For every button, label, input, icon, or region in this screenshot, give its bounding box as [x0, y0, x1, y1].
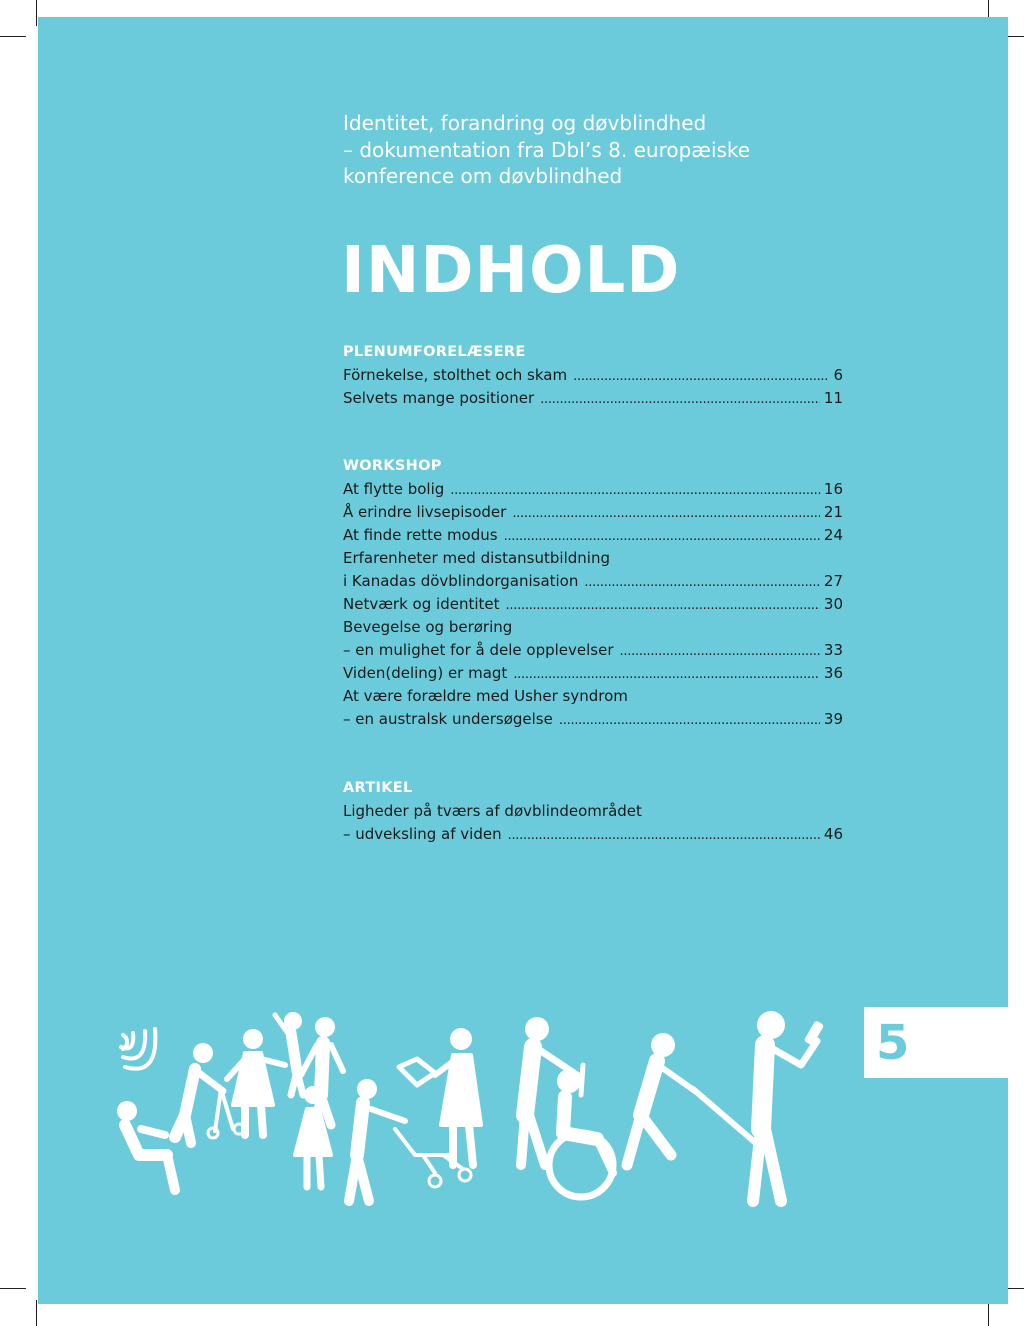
leader-dots	[573, 364, 829, 387]
person-with-walker-icon	[175, 1043, 244, 1143]
toc-entry-page: 6	[833, 366, 843, 384]
toc-entry-page: 46	[823, 825, 843, 843]
leader-dots	[506, 593, 820, 616]
toc-entry-first-line[interactable]	[343, 616, 843, 639]
toc-entry-page: 11	[823, 389, 843, 407]
toc-entry-page: 21	[823, 503, 843, 521]
toc-entry-title: At være forældre med Usher syndrom	[343, 687, 628, 705]
leader-dots	[504, 524, 820, 547]
leader-dots	[620, 639, 820, 662]
toc-entry[interactable]	[343, 823, 843, 846]
section-heading: ARTIKEL	[343, 780, 413, 796]
toc-entry-page: 27	[823, 572, 843, 590]
toc-entry[interactable]	[343, 570, 843, 593]
toc-entry-title: Erfarenheter med distansutbildning	[343, 549, 610, 567]
leader-dots	[508, 823, 820, 846]
toc-entry[interactable]	[343, 478, 843, 501]
document-subtitle	[343, 110, 863, 190]
toc-entry-page: 33	[823, 641, 843, 659]
page-number-tab	[864, 1007, 1008, 1078]
crop-mark	[36, 0, 37, 26]
subtitle-line: konference om døvblindhed	[343, 164, 623, 188]
toc-entry-title: – en australsk undersøgelse	[343, 710, 553, 728]
toc-entry-title: Selvets mange positioner	[343, 389, 535, 407]
toc-entry-page: 39	[823, 710, 843, 728]
toc-entry-page: 30	[823, 595, 843, 613]
section-heading: WORKSHOP	[343, 458, 442, 474]
people-pictograms-icon	[105, 1005, 845, 1220]
section-heading: PLENUMFORELÆSERE	[343, 344, 526, 360]
child-icon	[349, 1079, 405, 1201]
toc-entry[interactable]	[343, 364, 843, 387]
page-title: INDHOLD	[341, 234, 681, 308]
toc-entry-title: Förnekelse, stolthet och skam	[343, 366, 568, 384]
leader-dots	[540, 387, 820, 410]
crop-mark	[0, 1288, 26, 1289]
subtitle-line: Identitet, forandring og døvblindhed	[343, 111, 707, 135]
person-with-cane-icon	[627, 1033, 765, 1165]
woman-reading-icon	[435, 1028, 481, 1165]
woman-icon	[227, 1029, 285, 1135]
subtitle-line: – dokumentation fra DbI’s 8. europæiske	[343, 137, 751, 162]
toc-entry[interactable]	[343, 708, 843, 731]
toc-entry-page: 36	[823, 664, 843, 682]
toc-entry[interactable]	[343, 639, 843, 662]
toc-entry-page: 16	[823, 480, 843, 498]
toc-entry-title: Viden(deling) er magt	[343, 664, 508, 682]
toc-entry-title: i Kanadas dövblindorganisation	[343, 572, 579, 590]
toc-entry[interactable]	[343, 501, 843, 524]
leader-dots	[584, 570, 820, 593]
toc-entry-page: 24	[823, 526, 843, 544]
stroller-icon	[395, 1129, 471, 1187]
crop-mark	[0, 36, 26, 37]
toc-entry-title: – udveksling af viden	[343, 825, 502, 843]
toc-entry[interactable]	[343, 524, 843, 547]
leader-dots	[512, 501, 820, 524]
waving-person-icon	[275, 1012, 303, 1095]
page-number: 5	[876, 1015, 910, 1071]
crop-mark	[36, 1300, 37, 1326]
toc-entry-title: At flytte bolig	[343, 480, 445, 498]
toc-entry-first-line[interactable]	[343, 685, 843, 708]
toc-entry-title: – en mulighet for å dele opplevelser	[343, 641, 614, 659]
toc-section-plenum	[343, 341, 843, 410]
toc-entry-first-line[interactable]	[343, 800, 843, 823]
toc-section-workshop	[343, 455, 843, 731]
toc-section-artikel	[343, 777, 843, 846]
toc-entry[interactable]	[343, 593, 843, 616]
leader-dots	[513, 662, 820, 685]
toc-entry-title: Ligheder på tværs af døvblindeområdet	[343, 802, 642, 820]
toc-entry-title: Å erindre livsepisoder	[343, 503, 507, 521]
seated-person-icon	[117, 1101, 175, 1190]
toc-entry-title: Netværk og identitet	[343, 595, 500, 613]
wheelchair-user-icon	[549, 1065, 613, 1197]
toc-entry-first-line[interactable]	[343, 547, 843, 570]
open-book-icon	[399, 1059, 435, 1085]
person-drinking-icon	[753, 1011, 824, 1201]
toc-entry-title: At finde rette modus	[343, 526, 498, 544]
toc-entry[interactable]	[343, 662, 843, 685]
sound-waves-icon	[121, 1029, 155, 1069]
toc-entry[interactable]	[343, 387, 843, 410]
leader-dots	[559, 708, 820, 731]
leader-dots	[450, 478, 820, 501]
toc-entry-title: Bevegelse og berøring	[343, 618, 513, 636]
